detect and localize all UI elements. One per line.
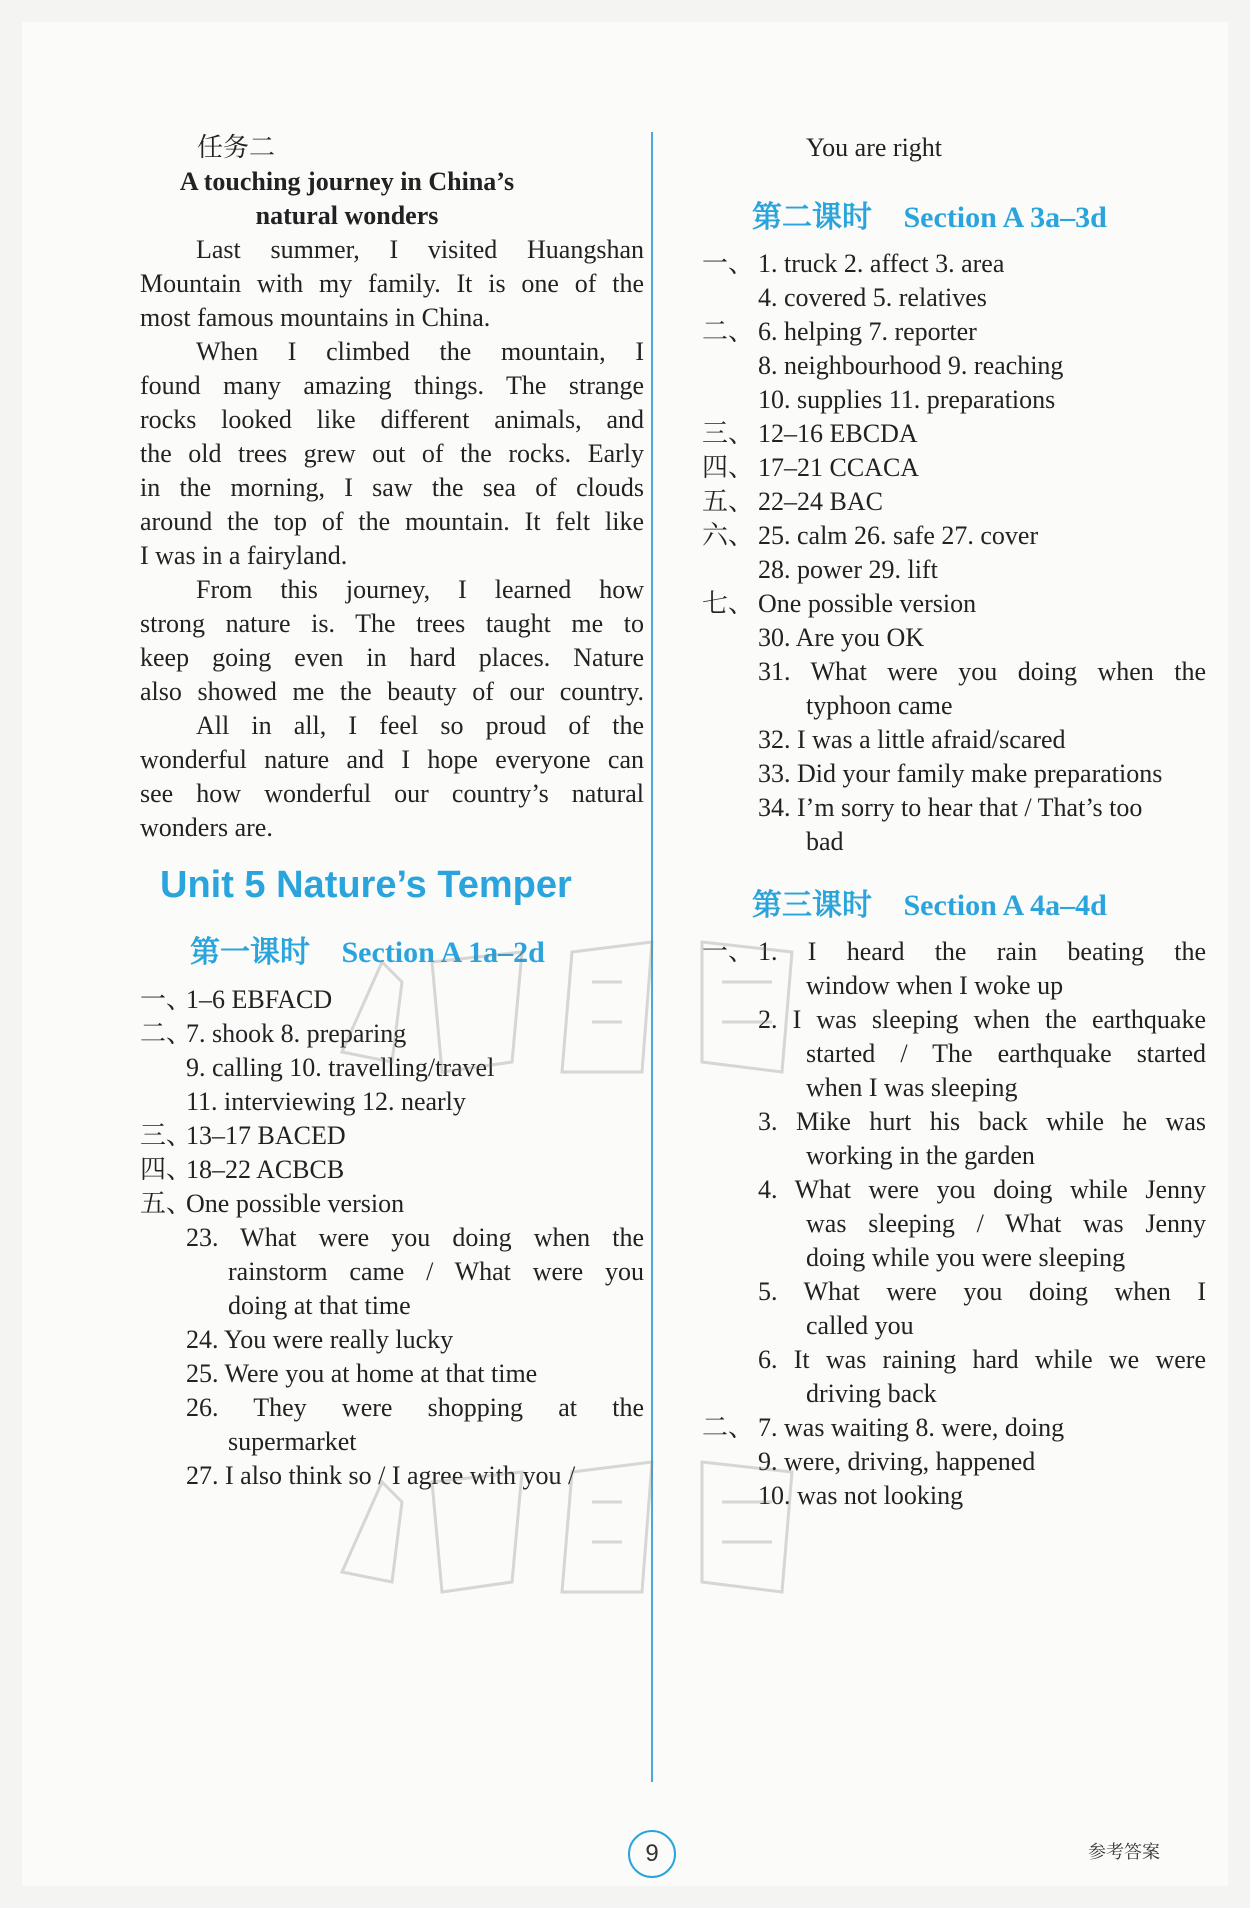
essay-line: found many amazing things. The strange bbox=[140, 371, 644, 400]
lesson-3-label: 第三课时 bbox=[752, 888, 872, 923]
essay-line: keep going even in hard places. Nature bbox=[140, 643, 644, 672]
answer-row: 6. It was raining hard while we were bbox=[758, 1345, 1206, 1374]
answer-row: 4. What were you doing while Jenny bbox=[758, 1175, 1206, 1204]
essay-line: most famous mountains in China. bbox=[140, 303, 491, 332]
answer-row: 24. You were really lucky bbox=[186, 1325, 454, 1354]
answer-row: 10. was not looking bbox=[758, 1481, 964, 1510]
essay-title-line-2: natural wonders bbox=[255, 201, 439, 230]
footer-label: 参考答案 bbox=[1088, 1842, 1160, 1863]
answer-row: 一、 1. truck 2. affect 3. area bbox=[702, 249, 1005, 279]
essay-line: Mountain with my family. It is one of the bbox=[140, 269, 644, 298]
lesson-3-heading bbox=[752, 880, 1107, 924]
lesson-1-label: 第一课时 bbox=[190, 935, 310, 970]
answer-row: doing while you were sleeping bbox=[806, 1243, 1126, 1272]
answer-row: 27. I also think so / I agree with you / bbox=[186, 1461, 576, 1490]
essay-line: All in all, I feel so proud of the bbox=[196, 711, 644, 740]
essay-line: the old trees grew out of the rocks. Early bbox=[140, 439, 644, 468]
answer-row: 二、 7. was waiting 8. were, doing bbox=[702, 1413, 1065, 1443]
lesson-2-section: Section A 3a–3d bbox=[903, 201, 1107, 234]
unit-title: Unit 5 Nature’s Temper bbox=[160, 864, 572, 906]
essay-line: Last summer, I visited Huangshan bbox=[196, 235, 644, 264]
essay-line: When I climbed the mountain, I bbox=[196, 337, 644, 366]
answer-row: driving back bbox=[806, 1379, 937, 1408]
answer-row: 5. What were you doing when I bbox=[758, 1277, 1206, 1306]
answer-row: 25. Were you at home at that time bbox=[186, 1359, 538, 1388]
answer-row: 二、 6. helping 7. reporter bbox=[702, 317, 977, 347]
answer-row: working in the garden bbox=[806, 1141, 1035, 1170]
answer-row: 31. What were you doing when the bbox=[758, 657, 1206, 686]
answer-row: 28. power 29. lift bbox=[758, 555, 938, 584]
essay-line: in the morning, I saw the sea of clouds bbox=[140, 473, 644, 502]
essay-title-line-1: A touching journey in China’s bbox=[179, 167, 515, 196]
answer-row: rainstorm came / What were you bbox=[228, 1257, 644, 1286]
answer-row: 9. were, driving, happened bbox=[758, 1447, 1036, 1476]
watermark-graphic bbox=[322, 1442, 882, 1602]
lesson-2-heading bbox=[752, 192, 1107, 236]
answer-row: 三、 13–17 BACED bbox=[140, 1121, 346, 1151]
answer-row: 23. What were you doing when the bbox=[186, 1223, 644, 1252]
essay-line: From this journey, I learned how bbox=[196, 575, 644, 604]
answer-row: 一、 1–6 EBFACD bbox=[140, 985, 333, 1015]
answer-row: started / The earthquake started bbox=[806, 1039, 1206, 1068]
answer-row: 30. Are you OK bbox=[758, 623, 925, 652]
task-label: 任务二 bbox=[197, 133, 276, 163]
answer-row: 四、 17–21 CCACA bbox=[702, 453, 920, 483]
essay-line: also showed me the beauty of our country. bbox=[140, 677, 644, 706]
answer-row: was sleeping / What was Jenny bbox=[806, 1209, 1206, 1238]
answer-row: 3. Mike hurt his back while he was bbox=[758, 1107, 1206, 1136]
answer-row: 六、 25. calm 26. safe 27. cover bbox=[702, 521, 1039, 551]
essay-line: rocks looked like different animals, and bbox=[140, 405, 644, 434]
answer-row: 34. I’m sorry to hear that / That’s too bbox=[758, 793, 1143, 822]
answer-row: 26. They were shopping at the bbox=[186, 1393, 644, 1422]
page-number: 9 bbox=[628, 1830, 676, 1878]
answer-row: 10. supplies 11. preparations bbox=[758, 385, 1056, 414]
answer-row: when I was sleeping bbox=[806, 1073, 1018, 1102]
answer-row: 8. neighbourhood 9. reaching bbox=[758, 351, 1064, 380]
essay-line: see how wonderful our country’s natural bbox=[140, 779, 644, 808]
answer-row: window when I woke up bbox=[806, 971, 1064, 1000]
essay-line: around the top of the mountain. It felt like bbox=[140, 507, 644, 536]
answer-row: 4. covered 5. relatives bbox=[758, 283, 987, 312]
essay-line: wonderful nature and I hope everyone can bbox=[140, 745, 644, 774]
answer-row: 七、 One possible version bbox=[702, 589, 977, 619]
answer-row: typhoon came bbox=[806, 691, 953, 720]
answer-row: 33. Did your family make preparations bbox=[758, 759, 1163, 788]
answer-row: 五、 One possible version bbox=[140, 1189, 405, 1219]
answer-row: 2. I was sleeping when the earthquake bbox=[758, 1005, 1206, 1034]
answer-row: 二、 7. shook 8. preparing bbox=[140, 1019, 407, 1049]
answer-row: supermarket bbox=[228, 1427, 357, 1456]
answer-row: called you bbox=[806, 1311, 914, 1340]
answer-row: 32. I was a little afraid/scared bbox=[758, 725, 1066, 754]
answer-page: 任务二 A touching journey in China’s natural wonders Last summer, I visited Huangshan Mountain with my family. It is one of the most famous mountains in China. When I climbed the mountain, I found many amazing things. The strange rocks looked like different animals, and the old trees grew out of the rocks. Early in the morning, I saw the sea of clouds around the top of the mountain. It felt like I was in a fairyland. From this journey, I learned how strong nature is. The trees taught me to keep going even in hard places. Nature also showed me the beauty of our country. All in all, I feel so proud of the wonderful nature and I hope everyone can see how wonderful our country’s natural wonders are. Unit 5 Nature’s Temper 第一课时 Section A 1a–2d 一、 1–6 EBFACD 二、 7. shook 8. preparing 9. calling 10. travelling/travel 11. interviewing 12. nearly 三、 13–17 BACED 四、 18–22 ACBCB 五、 One possible version 23. What were you doing when the rainstorm came / What were you doing at that time 24. You were really lucky 25. Were you at home at that time 26. They were shopping at the supermarket 27. I also think so / I agree with you / You are right 第二课时 Section A 3a–3d 一、 1. truck 2. affect 3. area 4. covered 5. relatives 二、 6. helping 7. reporter 8. neighbourhood 9. reaching 10. supplies 11. preparations 三、 12–16 EBCDA 四、 17–21 CCACA 五、 22–24 BAC 六、 25. calm 26. safe 27. cover 28. power 29. lift 七、 One possible version 30. Are you OK 31. What were you doing when the typhoon came 32. I was a little afraid/scared 33. Did your family make preparations 34. I’m sorry to hear that / That’s too bad 第三课时 Section A 4a–4d 一、 1. I heard the rain beating the window when I woke up 2. I was sleeping when the earthquake started / The earthquake started when I was sleeping 3. Mike hurt his back while he was working in the garden 4. What were you doing while Jenny was sleeping / What was Jenny doing while you were sleeping 5. What were you doing when I called you 6. It was raining hard while we were driving back 二、 7. was waiting 8. were, doing 9. were, driving, happened 10. was not looking 9 参考答案 bbox=[22, 22, 1228, 1886]
answer-row: 四、 18–22 ACBCB bbox=[140, 1155, 345, 1185]
answer-row: 9. calling 10. travelling/travel bbox=[186, 1053, 495, 1082]
answer-row: bad bbox=[806, 827, 844, 856]
watermark-graphic bbox=[322, 922, 882, 1082]
essay-line: wonders are. bbox=[140, 813, 273, 842]
answer-row: 五、 22–24 BAC bbox=[702, 487, 883, 517]
continued-answer: You are right bbox=[806, 133, 943, 162]
essay-line: strong nature is. The trees taught me to bbox=[140, 609, 644, 638]
essay-line: I was in a fairyland. bbox=[140, 541, 348, 570]
answer-row: 11. interviewing 12. nearly bbox=[186, 1087, 466, 1116]
answer-row: 三、 12–16 EBCDA bbox=[702, 419, 918, 449]
answer-row: doing at that time bbox=[228, 1291, 411, 1320]
lesson-3-section: Section A 4a–4d bbox=[903, 889, 1107, 922]
lesson-1-section: Section A 1a–2d bbox=[341, 936, 545, 969]
lesson-2-label: 第二课时 bbox=[752, 200, 872, 235]
